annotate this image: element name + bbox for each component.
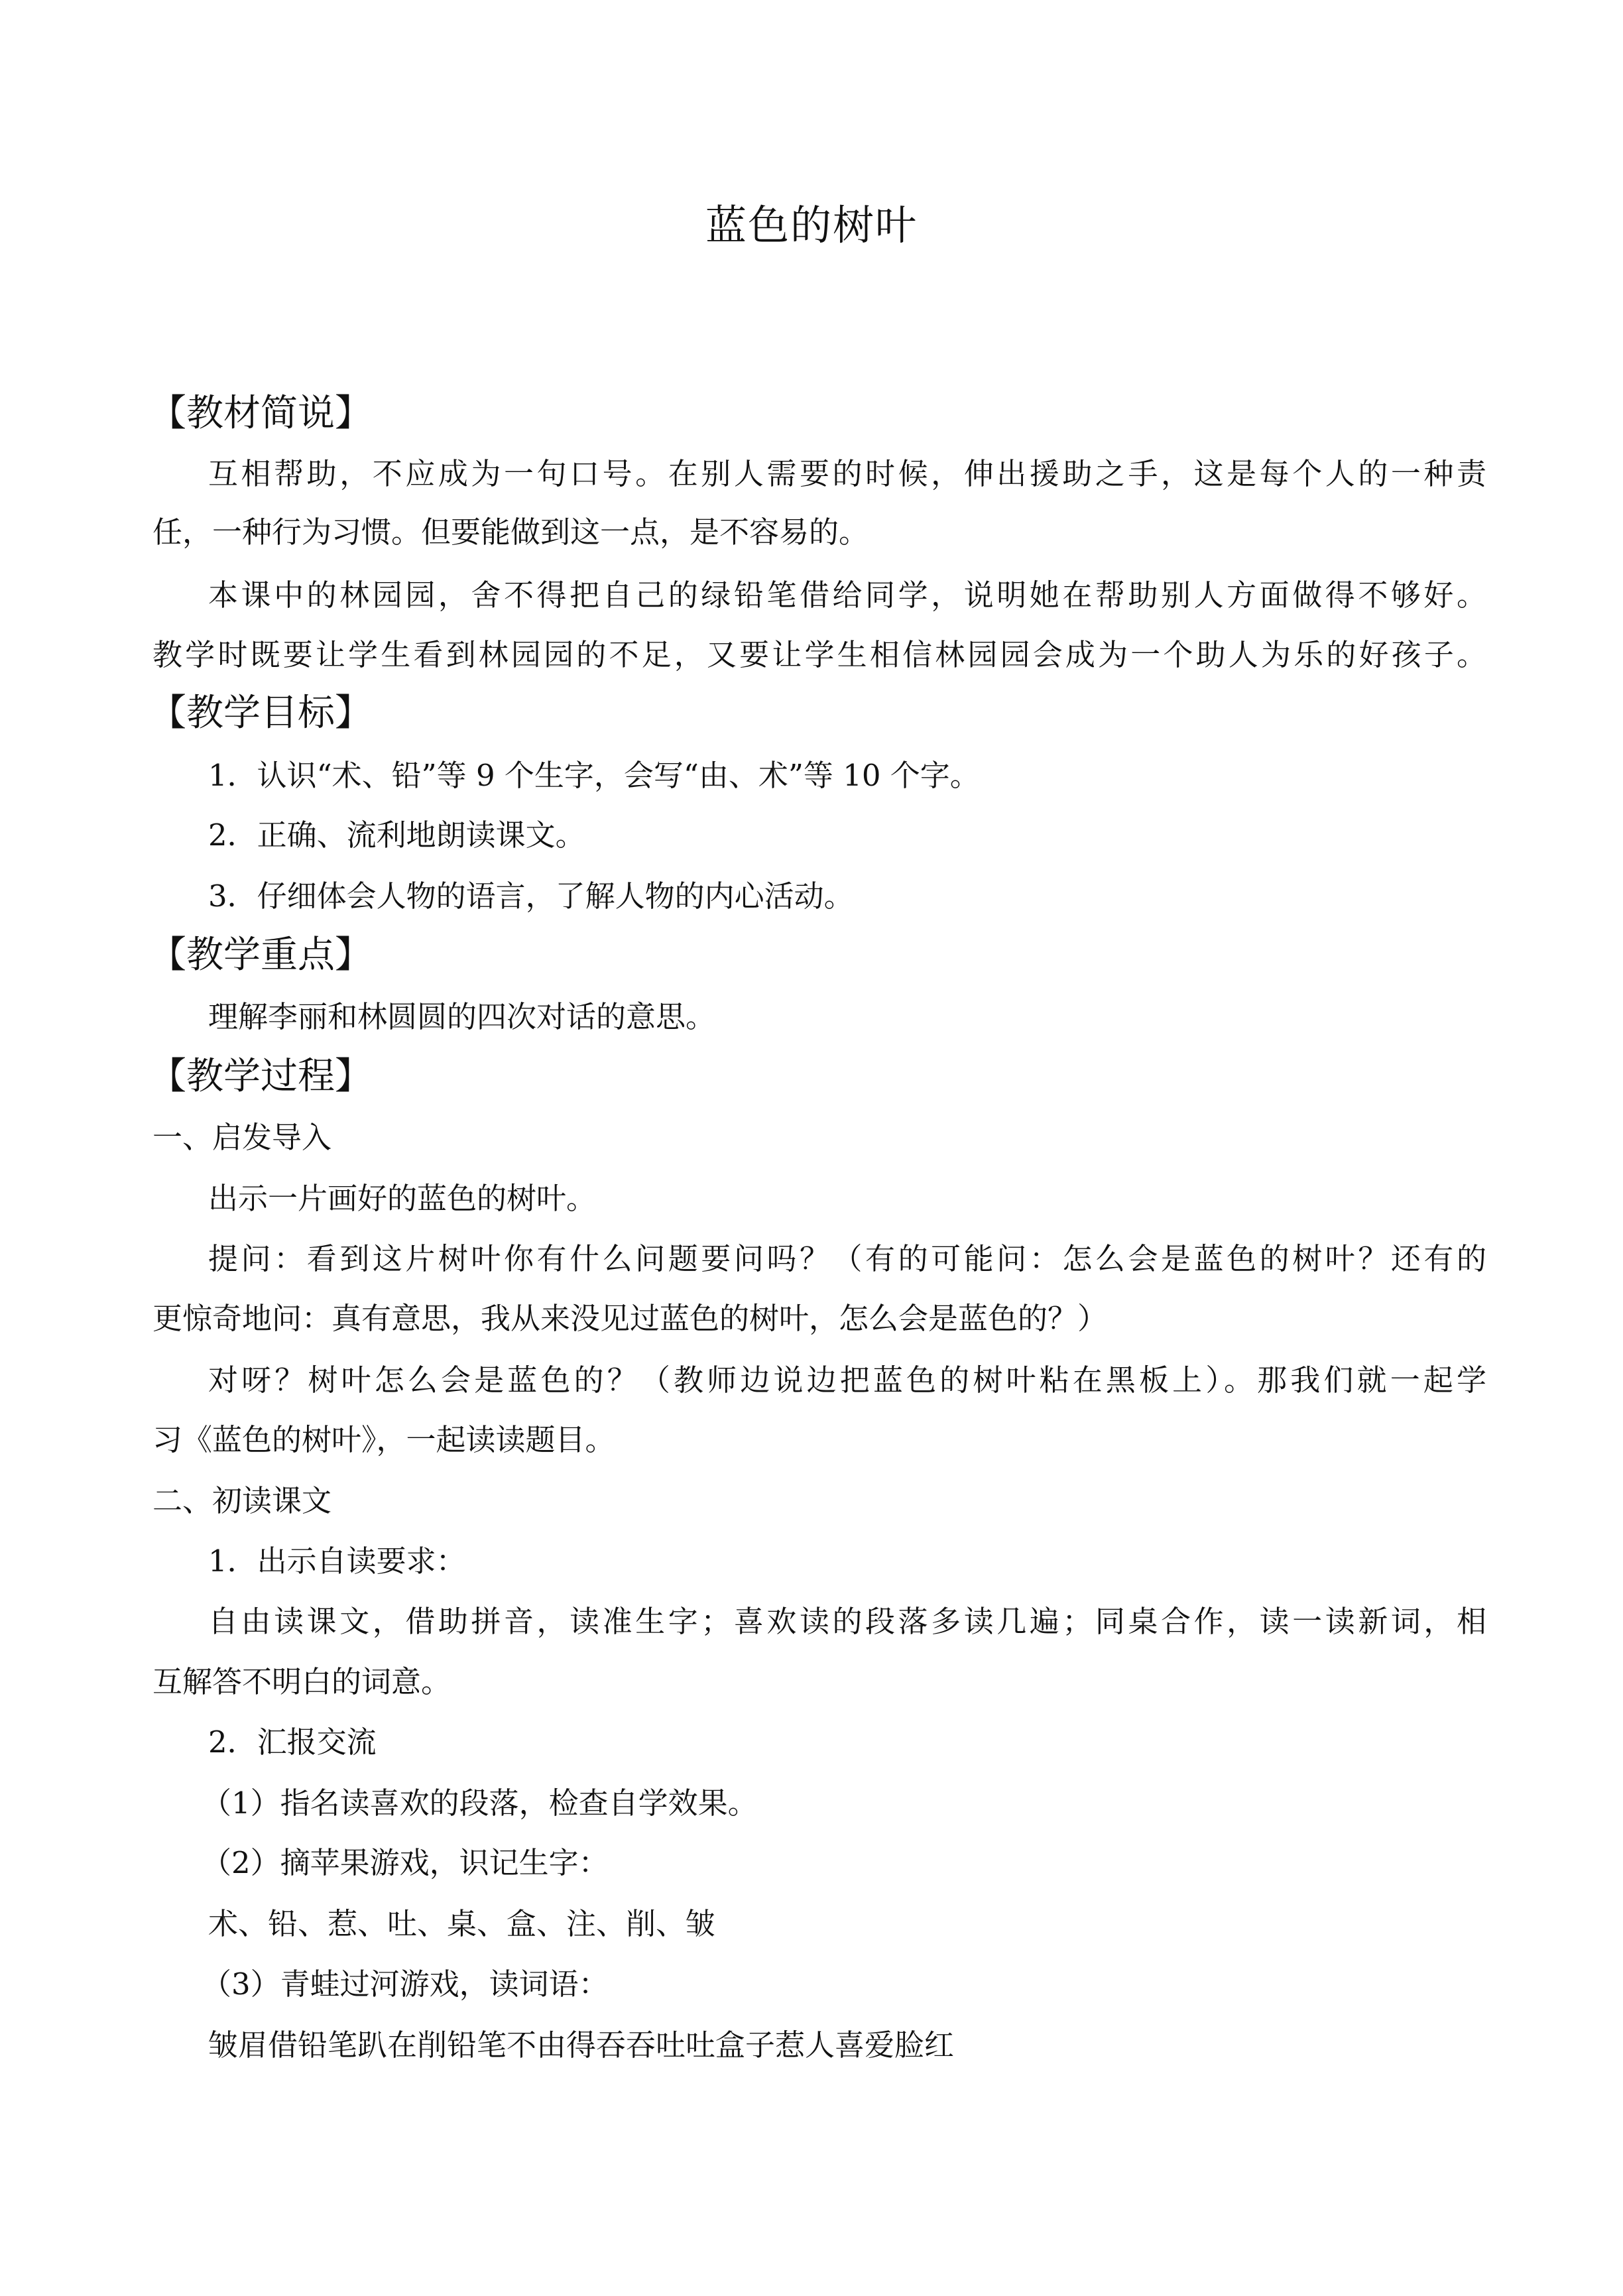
list-item: 2．汇报交流: [208, 1724, 377, 1760]
paragraph-line: 习《蓝色的树叶》，一起读读题目。: [152, 1422, 615, 1457]
paragraph-line: 对呀？树叶怎么会是蓝色的？（教师边说边把蓝色的树叶粘在黑板上）。那我们就一起学: [208, 1362, 1486, 1398]
paragraph-line: 自由读课文，借助拼音，读准生字；喜欢读的段落多读几遍；同桌合作，读一读新词，相: [208, 1604, 1486, 1639]
sub-item: （2）摘苹果游戏，识记生字：: [202, 1845, 609, 1880]
list-item: 1．认识“术、铅”等 9 个生字，会写“由、术”等 10 个字。: [208, 758, 980, 793]
step-title: 一、启发导入: [152, 1120, 332, 1155]
sub-item: （3）青蛙过河游戏，读词语：: [202, 1966, 609, 2002]
section-heading-focus: 【教学重点】: [149, 934, 372, 977]
document-title: 蓝色的树叶: [705, 201, 918, 249]
list-item: 1．出示自读要求：: [208, 1543, 466, 1579]
paragraph-line: 互解答不明白的词意。: [152, 1664, 451, 1699]
list-item: 2．正确、流利地朗读课文。: [208, 817, 585, 853]
character-list: 术、铅、惹、吐、桌、盒、注、削、皱: [208, 1906, 716, 1941]
sub-item: （1）指名读喜欢的段落，检查自学效果。: [202, 1785, 758, 1821]
paragraph-line: 教学时既要让学生看到林园园的不足，又要让学生相信林园园会成为一个助人为乐的好孩子。: [152, 637, 1486, 672]
paragraph-line: 本课中的林园园，舍不得把自己的绿铅笔借给同学，说明她在帮助别人方面做得不够好。: [208, 577, 1486, 613]
section-heading-process: 【教学过程】: [149, 1055, 372, 1098]
list-item: 3．仔细体会人物的语言，了解人物的内心活动。: [208, 878, 854, 914]
section-heading-intro: 【教材简说】: [149, 392, 372, 435]
paragraph-line: 更惊奇地问：真有意思，我从来没见过蓝色的树叶，怎么会是蓝色的？）: [152, 1301, 1108, 1336]
paragraph-line: 理解李丽和林圆圆的四次对话的意思。: [208, 999, 716, 1034]
paragraph-line: 任，一种行为习惯。但要能做到这一点，是不容易的。: [152, 514, 869, 550]
section-heading-goals: 【教学目标】: [149, 692, 372, 735]
step-title: 二、初读课文: [152, 1483, 332, 1518]
paragraph-line: 互相帮助，不应成为一句口号。在别人需要的时候，伸出援助之手，这是每个人的一种责: [208, 456, 1486, 491]
paragraph-line: 提问：看到这片树叶你有什么问题要问吗？（有的可能问：怎么会是蓝色的树叶？还有的: [208, 1241, 1486, 1276]
word-list: 皱眉借铅笔趴在削铅笔不由得吞吞吐吐盒子惹人喜爱脸红: [208, 2027, 955, 2063]
paragraph-line: 出示一片画好的蓝色的树叶。: [208, 1181, 597, 1216]
